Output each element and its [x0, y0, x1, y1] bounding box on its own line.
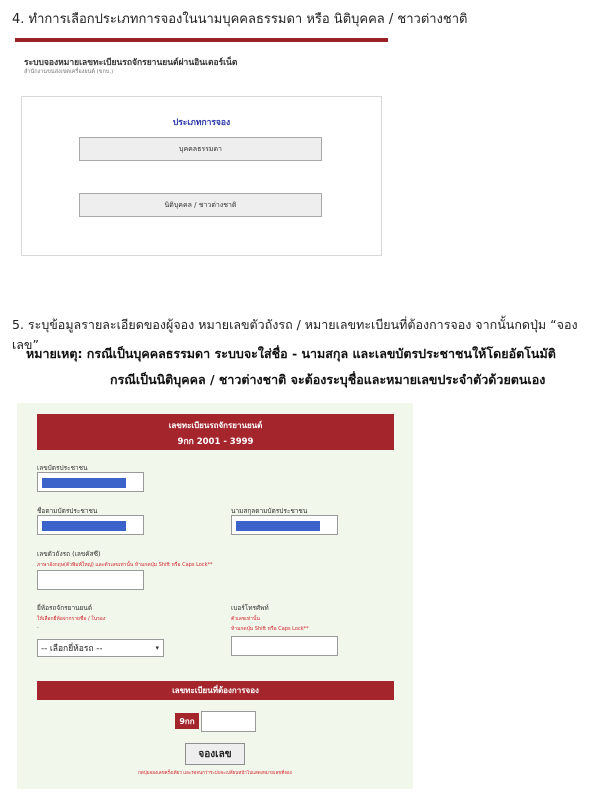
plate-range: 9กก 2001 - 3999 — [177, 437, 254, 447]
id-card-input[interactable] — [37, 472, 144, 492]
reservation-type-title: ประเภทการจอง — [172, 118, 231, 128]
first-name-label: ชื่อตามบัตรประชาชน — [37, 507, 98, 515]
form-header-title: เลขทะเบียนรถจักรยานยนต์ — [168, 421, 263, 430]
surname-redacted — [236, 521, 320, 531]
first-name-redacted — [42, 521, 126, 531]
phone-input[interactable] — [231, 636, 338, 656]
company-foreigner-button[interactable]: นิติบุคคล / ชาวต่างชาติ — [79, 193, 322, 217]
plate-header: เลขทะเบียนที่ต้องการจอง — [37, 681, 394, 700]
phone-hint-1: ตัวเลขเท่านั้น — [231, 616, 260, 622]
brand-select-value: -- เลือกยี่ห้อรถ -- — [41, 644, 103, 654]
id-card-redacted — [42, 478, 126, 488]
surname-input[interactable] — [231, 515, 338, 535]
chassis-input[interactable] — [37, 570, 144, 590]
chassis-label: เลขตัวถังรถ (เลขคัสซี) — [37, 550, 101, 558]
reservation-type-panel — [21, 96, 382, 256]
id-card-label: เลขบัตรประชาชน — [37, 464, 88, 472]
chassis-hint: ภาษาอังกฤษ(ตัวพิมพ์ใหญ่) และตัวเลขเท่านั้น ห้ามกดปุ่ม Shift หรือ Caps Lock** — [37, 562, 213, 568]
reservation-form — [17, 403, 413, 789]
individual-person-button[interactable]: บุคคลธรรมดา — [79, 137, 322, 161]
reserve-footer-note: กดปุ่มจองเลขครั้งเดียว และรอจนกว่าระบบจะเปลี่ยนหน้าไปแสดงหมายเลขที่จอง — [138, 771, 292, 776]
system-header — [15, 38, 388, 78]
brand-select[interactable] — [37, 639, 164, 657]
reserve-button[interactable]: จองเลข — [185, 743, 245, 765]
plate-prefix: 9กก — [175, 713, 199, 729]
phone-label: เบอร์โทรศัพท์ — [231, 604, 269, 612]
plate-number-input[interactable] — [201, 711, 256, 732]
form-header — [37, 414, 394, 450]
note-line-1: หมายเหตุ: กรณีเป็นบุคคลธรรมดา ระบบจะใส่ชื่อ - นามสกุล และเลขบัตรประชาชนให้โดยอัตโนมัติ — [26, 346, 556, 361]
brand-hint-dash: - — [37, 625, 39, 631]
system-title: ระบบจองหมายเลขทะเบียนรถจักรยานยนต์ผ่านอินเตอร์เน็ต — [24, 58, 238, 68]
brand-hint: ให้เลือกยี่ห้อจากรายชื่อ / ในรอง — [37, 616, 106, 622]
chevron-down-icon: ▾ — [155, 644, 159, 652]
phone-hint-2: ห้ามกดปุ่ม Shift หรือ Caps Lock** — [231, 626, 309, 632]
system-subtitle: สำนักงานขนส่งเขตเครื่องยนต์ (ขกบ.) — [24, 69, 114, 75]
step5-heading: 5. ระบุข้อมูลรายละเอียดของผู้จอง หมายเลขตัวถังรถ / หมายเลขทะเบียนที่ต้องการจอง จากนั้นกดปุ่ม “จองเลข” — [12, 317, 578, 352]
surname-label: นามสกุลตามบัตรประชาชน — [231, 507, 308, 515]
step4-heading: 4. ทำการเลือกประเภทการจองในนามบุคคลธรรมดา หรือ นิติบุคคล / ชาวต่างชาติ — [12, 12, 468, 27]
first-name-input[interactable] — [37, 515, 144, 535]
note-line-2: กรณีเป็นนิติบุคคล / ชาวต่างชาติ จะต้องระบุชื่อและหมายเลขประจำตัวด้วยตนเอง — [110, 372, 546, 387]
brand-label: ยี่ห้อรถจักรยานยนต์ — [37, 604, 93, 612]
